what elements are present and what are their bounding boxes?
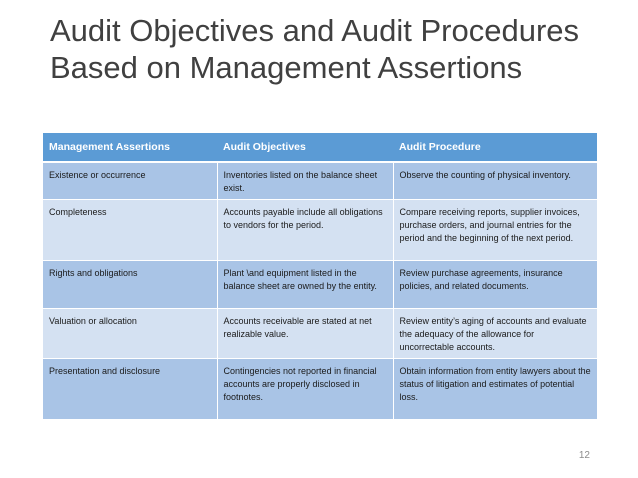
table-row — [43, 359, 597, 420]
table-header-row — [43, 133, 597, 162]
header-audit-objectives: Audit Objectives — [217, 133, 393, 162]
assertion-cell: Presentation and disclosure — [43, 359, 217, 420]
objective-cell: Plant \and equipment listed in the balance sheet are owned by the entity. — [217, 261, 393, 309]
assertions-table-container — [43, 133, 597, 419]
procedure-cell: Compare receiving reports, supplier invoices, purchase orders, and journal entries for the period and the beginning of the next period. — [393, 200, 597, 261]
header-management-assertions: Management Assertions — [43, 133, 217, 162]
assertion-cell: Existence or occurrence — [43, 162, 217, 200]
objective-cell: Accounts receivable are stated at net realizable value. — [217, 309, 393, 359]
assertions-table — [43, 133, 597, 419]
objective-cell: Contingencies not reported in financial accounts are properly disclosed in footnotes. — [217, 359, 393, 420]
page-number: 12 — [578, 450, 590, 461]
objective-cell: Inventories listed on the balance sheet exist. — [217, 162, 393, 200]
header-audit-procedure: Audit Procedure — [393, 133, 597, 162]
procedure-cell: Review purchase agreements, insurance policies, and related documents. — [393, 261, 597, 309]
assertion-cell: Valuation or allocation — [43, 309, 217, 359]
assertion-cell: Rights and obligations — [43, 261, 217, 309]
slide-title: Audit Objectives and Audit Procedures Based on Management Assertions — [50, 13, 580, 85]
procedure-cell: Obtain information from entity lawyers about the status of litigation and estimates of potential loss. — [393, 359, 597, 420]
table-row — [43, 261, 597, 309]
table-row — [43, 162, 597, 200]
assertion-cell: Completeness — [43, 200, 217, 261]
procedure-cell: Observe the counting of physical inventory. — [393, 162, 597, 200]
procedure-cell: Review entity’s aging of accounts and evaluate the adequacy of the allowance for uncorrectable accounts. — [393, 309, 597, 359]
table-row — [43, 200, 597, 261]
table-row — [43, 309, 597, 359]
objective-cell: Accounts payable include all obligations to vendors for the period. — [217, 200, 393, 261]
